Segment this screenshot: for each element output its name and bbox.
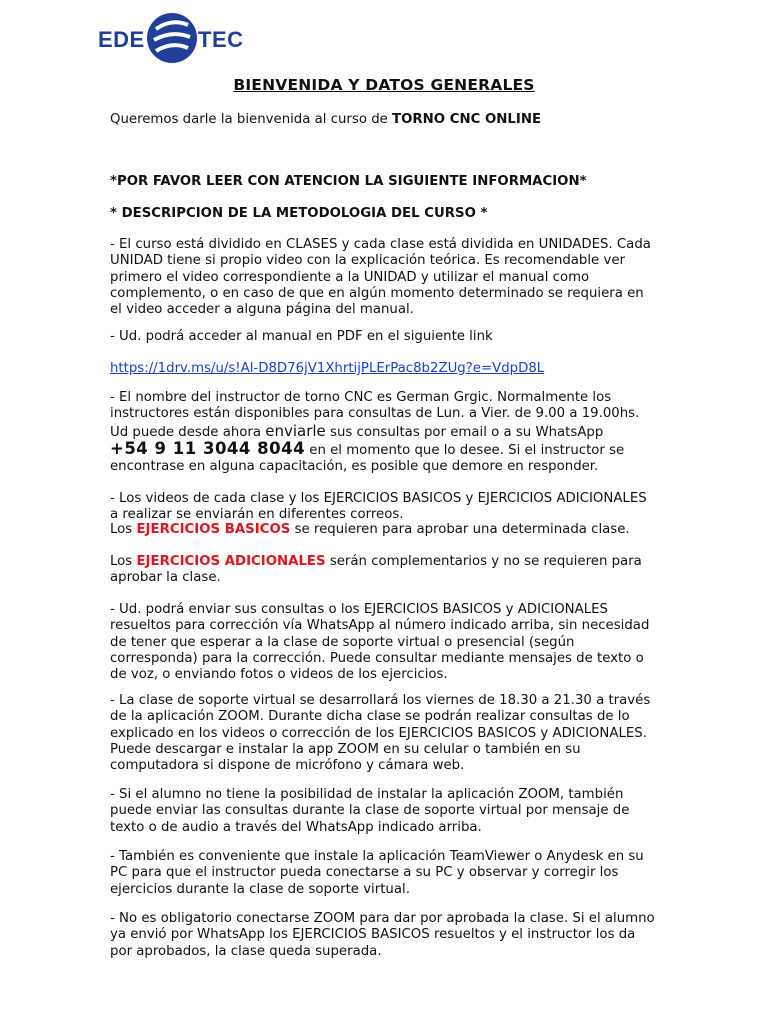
basic-exercises-highlight: EJERCICIOS BASICOS: [136, 522, 291, 537]
additional-exercises-highlight: EJERCICIOS ADICIONALES: [136, 554, 326, 569]
instructor-text-enviarle: enviarle: [265, 421, 326, 440]
paragraph-no-zoom: - Si el alumno no tiene la posibilidad de instalar la aplicación ZOOM, también puede enviar las consultas durante la clase de soporte virtual por mensaje de texto o de audio a través del WhatsApp indicado arriba.: [110, 787, 630, 835]
paragraph-zoom-class: - La clase de soporte virtual se desarrollará los viernes de 18.30 a 21.30 a través de la aplicación ZOOM. Durante dicha clase se podrán realizar consultas de lo explicado en los videos o corrección de los EJERCICIOS BASICOS y ADICIONALES. Puede descargar e instalar la app ZOOM en su celular o también en su computadora si dispone de micrófono y cámara web.: [110, 693, 651, 774]
manual-link-line: [110, 361, 658, 377]
paragraph-approval: - No es obligatorio conectarse ZOOM para dar por aprobada la clase. Si el alumno ya envió por WhatsApp los EJERCICIOS BASICOS resueltos y el instructor los da por aprobados, la clase queda superada.: [110, 911, 655, 959]
welcome-line: [110, 112, 658, 128]
course-name: TORNO CNC ONLINE: [392, 112, 542, 127]
paragraph-basic-exercises: [110, 522, 658, 538]
welcome-text: Queremos darle la bienvenida al curso de: [110, 112, 393, 127]
instructor-text-c: en el momento que lo desee. Si el instructor se encontrase en alguna capacitación, es posible que demore en responder.: [110, 442, 625, 475]
basic-exercises-pre: Los: [110, 522, 137, 537]
additional-exercises-post: serán complementarios y no se requieren para aprobar la clase.: [110, 554, 642, 586]
methodology-heading: * DESCRIPCION DE LA METODOLOGIA DEL CURSO *: [110, 206, 488, 221]
basic-exercises-post: se requieren para aprobar una determinada clase.: [290, 522, 630, 537]
instructor-text-b: sus consultas por email o a su WhatsApp: [325, 424, 604, 440]
logo-mark-icon: [146, 10, 198, 66]
paragraph-remote-tools: - También es conveniente que instale la aplicación TeamViewer o Anydesk en su PC para que el instructor pueda conectarse a su PC y observar y corregir los ejercicios durante la clase de soporte virtual.: [110, 849, 644, 897]
manual-pdf-link[interactable]: https://1drv.ms/u/s!Al-D8D76jV1XhrtijPLErPac8b2ZUg?e=VdpD8L: [110, 361, 545, 376]
logo-text-right: TEC: [198, 27, 244, 52]
notice-heading: *POR FAVOR LEER CON ATENCION LA SIGUIENTE INFORMACION*: [110, 174, 587, 189]
paragraph-whatsapp-submissions: - Ud. podrá enviar sus consultas o los EJERCICIOS BASICOS y ADICIONALES resueltos para corrección vía WhatsApp al número indicado arriba, sin necesidad de tener que esperar a la clase de soporte virtual o presencial (según corresponda) para la corrección. Puede consultar mediante mensajes de texto o de voz, o enviando fotos o videos de los ejercicios.: [110, 602, 650, 683]
instructor-text-a: - El nombre del instructor de torno CNC es German Grgic. Normalmente los instructores están disponibles para consultas de Lun. a Vier. de 9.00 a 19.00hs. Ud puede desde ahora: [110, 390, 640, 440]
whatsapp-phone: +54 9 11 3044 8044: [110, 438, 306, 458]
page-title: BIENVENIDA Y DATOS GENERALES: [233, 76, 535, 94]
paragraph-videos: - Los videos de cada clase y los EJERCICIOS BASICOS y EJERCICIOS ADICIONALES a realizar se enviarán en diferentes correos.: [110, 491, 647, 523]
paragraph-instructor: [110, 390, 658, 475]
paragraph-manual-access: - Ud. podrá acceder al manual en PDF en el siguiente link: [110, 329, 493, 344]
paragraph-course-structure: - El curso está dividido en CLASES y cada clase está dividida en UNIDADES. Cada UNIDAD tiene si propio video con la explicación teórica. Es recomendable ver primero el video correspondiente a la UNIDAD y utilizar el manual como complemento, o en caso de que en algún momento determinado se requiera en el video acceder a alguna página del manual.: [110, 237, 651, 318]
paragraph-additional-exercises: [110, 554, 658, 587]
additional-exercises-pre: Los: [110, 554, 137, 569]
logo-text-left: EDE: [98, 27, 145, 52]
edetec-logo: [98, 10, 254, 66]
